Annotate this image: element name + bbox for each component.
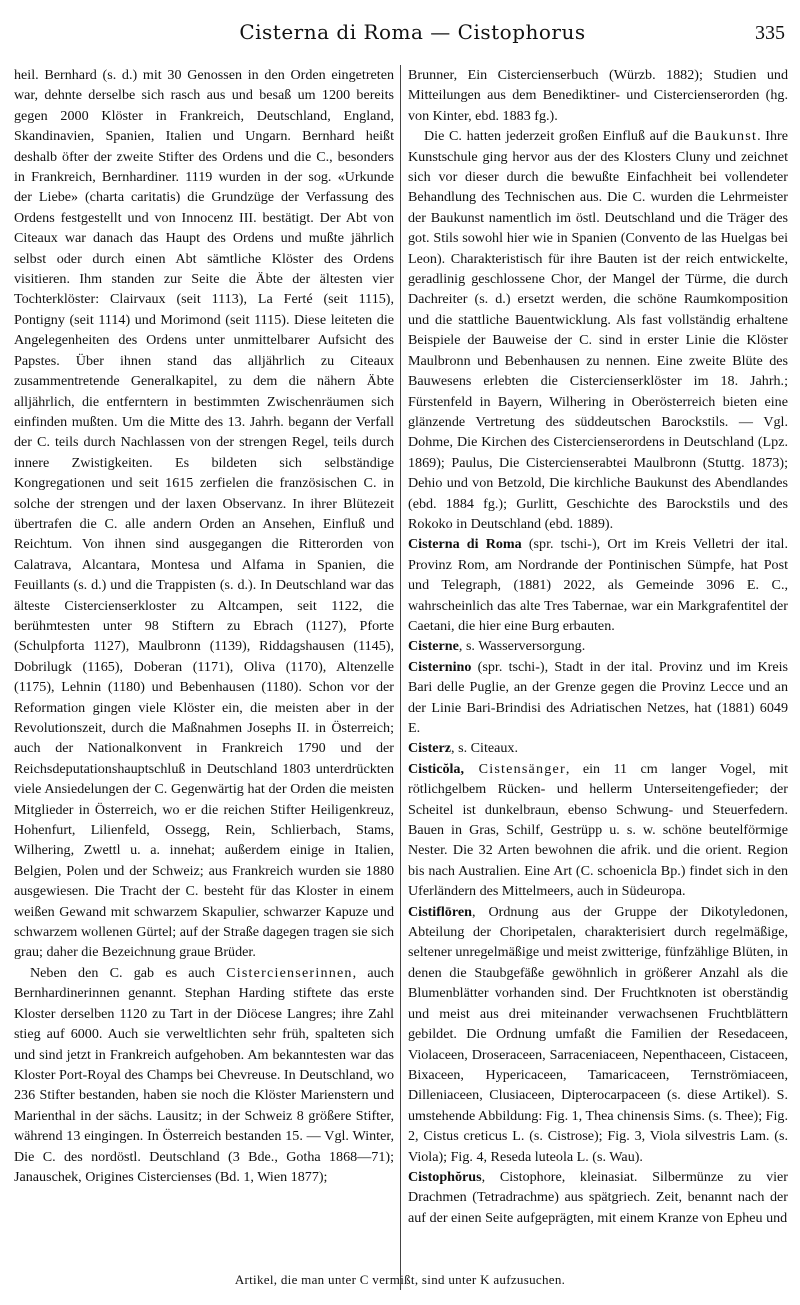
headword: Cisticŏla,: [408, 760, 464, 777]
entry-cisticola: [408, 759, 788, 902]
headword: Cisterz: [408, 740, 452, 757]
paragraph: [408, 126, 788, 534]
entry-text: (spr. tschi-), Ort im Kreis Velletri der ital. Provinz Rom, am Nordrande der Pontinischen Sümpfe, hat Post und Telegraph, (1881) 2022, als Gemeinde 3096 E. C., wahrscheinlich das alte Tres Tabernae, war ein Markgrafentitel der Caetani, die hier eine Burg erbauten.: [408, 536, 788, 634]
page-header: [40, 14, 785, 54]
text: . Ihre Kunstschule ging hervor aus der des Klosters Cluny und zeichnet sich vor dieser durch die bewußte Einfachheit bei vollendeter Behandlung des Technischen aus. Die C. wurden die Lehrmeister der Baukunst namentlich im östl. Deutschland und die Träger des got. Stils sowohl hier wie in Spanien (Convento de las Huelgas bei Leon). Charakteristisch für ihre Bauten ist der reich entwickelte, geradlinig geschlossene Chor, der Mangel der Türme, die durch Dachreiter (s. d.) ersetzt werden, die schöne Raumkomposition und die stattliche Bauentwicklung. Als fast vollständig erhaltene Beispiele der Bauweise der C. sind in erster Linie die Klöster Maulbronn und Bebenhausen zu nennen. Eine zweite Blüte des Bauwesens erlebten die Cistercienserklöster im 18. Jahrh.; Fürstenfeld in Bayern, Wilhering in Oberösterreich bieten eine glänzende Vertretung des süddeutschen Barockstils. — Vgl. Dohme, Die Kirchen des Cistercienserordens in Deutschland (Lpz. 1869); Paulus, Die Cistercienserabtei Maulbronn (Stuttg. 1873); Dehio und von Betzold, Die kirchliche Baukunst des Abendlandes (ebd. 1884 fg.); Gurlitt, Geschichte des Barockstils und des Rokoko in Deutschland (ebd. 1889).: [408, 128, 788, 532]
entry-cistifloren: [408, 902, 788, 1167]
headword: Cisterna di Roma: [408, 536, 522, 553]
entry-cisterz: [408, 738, 788, 758]
right-column: [408, 65, 788, 1228]
entry-cisternino: [408, 657, 788, 739]
entry-cisterne: [408, 636, 788, 656]
text: Neben den C. gab es auch: [30, 964, 227, 981]
paragraph: Brunner, Ein Cistercienserbuch (Würzb. 1882); Studien und Mitteilungen aus dem Benediktiner- und Cistercienserorden (hg. von Kinter, ebd. 1883 fg.).: [408, 67, 788, 124]
page-footer-note: Artikel, die man unter C vermißt, sind unter K aufzusuchen.: [234, 1272, 566, 1287]
entry-text: , Ordnung aus der Gruppe der Dikotyledonen, Abteilung der Choripetalen, charakterisiert durch regelmäßige, seltener unregelmäßige und meist zwitterige, fünfzählige Blüten, in denen die Staubgefäße gewöhnlich in größerer Anzahl als die Blumenblätter vorhanden sind. Der Fruchtknoten ist oberständig und meist aus drei miteinander verwachsenen Fruchtblättern gebildet. Die Ordnung umfaßt die Familien der Resedaceen, Violaceen, Droseraceen, Sarraceniaceen, Nepenthaceen, Cistaceen, Bixaceen, Hypericaceen, Tamaricaceen, Ternströmiaceen, Dilleniaceen, Clusiaceen, Dipterocarpaceen (s. diese Artikel). S. umstehende Abbildung: Fig. 1, Thea chinensis Sims. (s. Thee); Fig. 2, Cistus creticus L. (s. Cistrose); Fig. 3, Viola silvestris Lam. (s. Viola); Fig. 4, Reseda luteola L. (s. Wau).: [408, 903, 789, 1165]
spaced-term: Baukunst: [694, 128, 758, 145]
spaced-term: Cistercienserinnen: [226, 964, 353, 981]
spaced-term: Cistensänger: [463, 760, 566, 777]
headword: Cisternino: [408, 658, 472, 675]
headword: Cistiflōren: [408, 903, 472, 920]
headword: Cisterne: [408, 638, 459, 655]
paragraph: heil. Bernhard (s. d.) mit 30 Genossen in den Orden eingetreten war, dehnte derselbe sich rasch aus und besaß um 1200 bereits gegen 2000 Klöster in Frankreich, Deutschland, England, Skandinavien, Spanien, Italien und Ungarn. Bernhard heißt deshalb öfter der zweite Stifter des Ordens und die C., besonders in Frankreich, Bernhardiner. 1119 wurden in der sog. «Urkunde der Liebe» (charta caritatis) die Grundzüge der Verfassung des Ordens festgestellt und von Innocenz III. bestätigt. Der Abt von Citeaux war danach das Haupt des Ordens und mußte jährlich selbst oder durch einen Abt sämtliche Klöster des Ordens visitieren. Ihm standen zur Seite die Äbte der ältesten vier Tochterklöster: Clairvaux (seit 1113), La Ferté (seit 1115), Pontigny (seit 1114) und Morimond (seit 1115). Diese leiteten die Angelegenheiten des Ordens unter unmittelbarer Aufsicht des Papstes. Über ihnen stand das alljährlich zu Citeaux zusammentretende Generalkapitel, zu dem die nähern Äbte alljährlich, die entferntern in bestimmten Zwischenräumen sich einfinden mußten. Um die Mitte des 13. Jahrh. begann der Verfall der C. teils durch Nachlassen von der strengen Regel, teils durch innere Zwistigkeiten. Es bildeten sich selbständige Kongregationen und seit 1615 zerfielen die französischen C. in solche der strengen und der laxen Observanz. In ihrer Blütezeit übertrafen die C. alle andern Orden an Ansehen, Einfluß und Reichtum. Von ihnen sind ausgegangen die Ritterorden von Calatrava, Alcantara, Montesa und Alfama in Spanien, die Feuillants (s. d.) und die Trappisten (s. d.). In Deutschland war das älteste Cistercienserkloster zu Altcampen, seit 1122, die berühmtesten unter 98 Stiftern zu Ebrach (1127), Pforte (Schulpforta 1127), Maulbronn (1139), Riddagshausen (1145), Dobrilugk (1165), Doberan (1171), Oliva (1170), Altenzelle (1175), Lehnin (1180) und Bebenhausen (1180). Schon vor der Reformation gingen viele Klöster ein, die meisten aber in der Revolutionszeit, durch die Maßnahmen Josephs II. in Österreich; auch der Nationalkonvent in Frankreich 1790 und der Reichsdeputationshauptschluß in Deutschland 1803 unterdrückten viele Ansiedelungen der C. Gegenwärtig hat der Orden die meisten Mitglieder in Österreich, wo er die reichen Stifter Heiligenkreuz, Hohenfurt, Lilienfeld, Ossegg, Rein, Schlierbach, Stams, Wilhering, Zwettl u. a. innehat; außerdem einige in Italien, Belgien, Polen und der Schweiz; aus Frankreich wurden sie 1880 ausgewiesen. Die Tracht der C. besteht für das Kloster in einem weißen Gewand mit schwarzem Skapulier, schwarzer Kapuze und schwarzem wollenen Gürtel; auf der Straße dagegen tragen sie sich grau; daher die Bezeichnung graue Brüder.: [14, 67, 394, 961]
entry-cistophorus: [408, 1167, 788, 1228]
text: Die C. hatten jederzeit großen Einfluß auf die: [424, 128, 695, 145]
entry-cisterna-di-roma: [408, 534, 788, 636]
entry-text: , ein 11 cm langer Vogel, mit rötlichgelbem Rücken- und hellerm Unterseitengefieder; der Scheitel ist dunkelbraun, ebenso Schwung- und Steuerfedern. Bauen in Gras, Schilf, Gestrüpp u. s. w. schöne beutelförmige Nester. Die 32 Arten bewohnen die afrik. und die orient. Region bis nach Australien. Eine Art (C. schoenicla Bp.) findet sich in den Uferländern des Mittelmeers, auch in Südeuropa.: [408, 760, 788, 900]
entry-text: , s. Citeaux.: [451, 740, 518, 757]
paragraph: [14, 963, 394, 1187]
left-column: [14, 65, 394, 1187]
page-number: 335: [755, 22, 785, 44]
text: , auch Bernhardinerinnen genannt. Stephan Harding stiftete das erste Kloster derselben 1120 zu Tart in der Diöcese Langres; ihre Zahl stieg auf 6000. Auch sie verweltlichten sehr früh, spalteten sich und sind jetzt in Frankreich aufgehoben. Am bekanntesten war das Kloster Port-Royal des Champs bei Chevreuse. In Deutschland, wo 236 Stifter bestanden, haben sie noch die Klöster Marienstern und Marienthal in der sächs. Lausitz; in der Schweiz 8 größere Stifter, während 13 eingingen. In Österreich bestanden 15. — Vgl. Winter, Die C. des nordöstl. Deutschland (3 Bde., Gotha 1868—71); Janauschek, Origines Cistercienses (Bd. 1, Wien 1877);: [14, 964, 395, 1185]
running-title: Cisterna di Roma — Cistophorus: [239, 20, 586, 44]
entry-text: , Cistophore, kleinasiat. Silbermünze zu vier Drachmen (Tetradrachme) aus spätgriech. Zeit, benannt nach der auf der einen Seite aufgeprägten, mit einem Kranze von Epheu und: [408, 1168, 788, 1226]
entry-text: , s. Wasserversorgung.: [458, 638, 586, 655]
entry-text: (spr. tschi-), Stadt in der ital. Provinz und im Kreis Bari delle Puglie, an der Grenze gegen die Provinz Lecce und an der Linie Bari-Brindisi des Adriatischen Netzes, hat (1881) 6049 E.: [408, 658, 788, 736]
headword: Cistophŏrus: [408, 1168, 482, 1185]
column-divider: [400, 65, 401, 1290]
